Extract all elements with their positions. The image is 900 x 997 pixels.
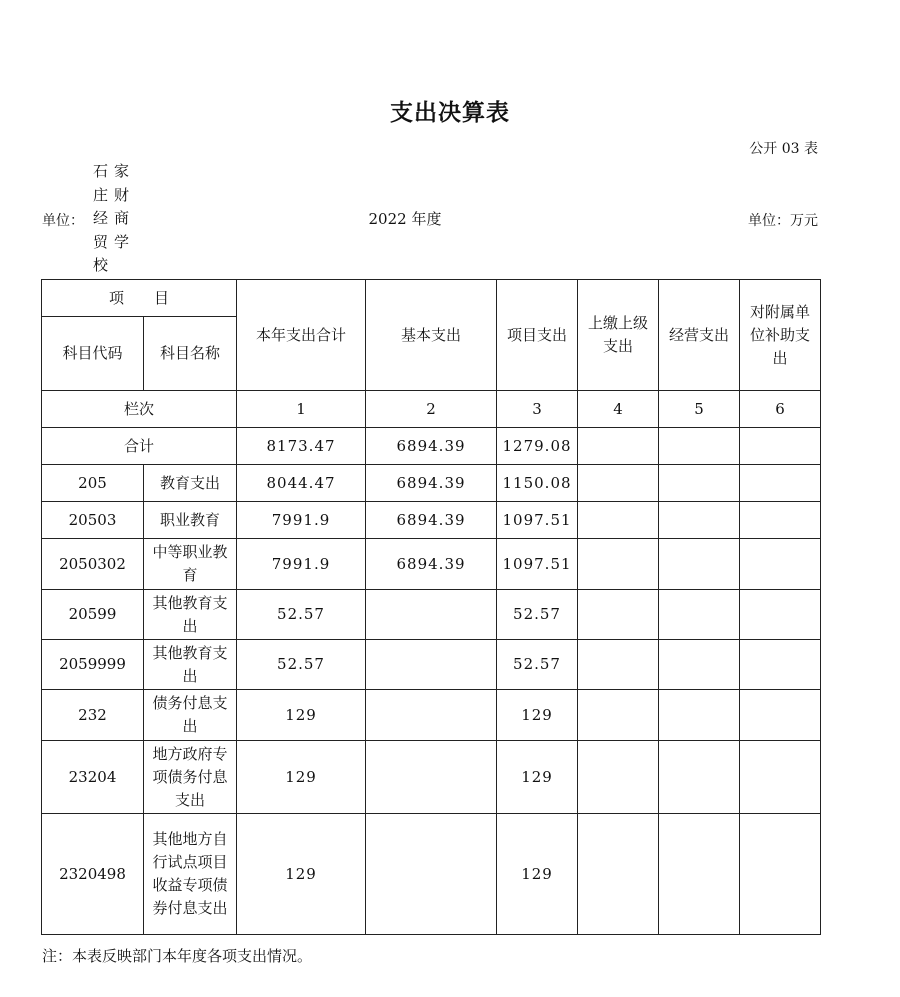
row-code: 23204 [42,741,144,814]
column-number-row [42,391,821,428]
header-name: 科目名称 [144,317,237,391]
row-subsidy [740,690,821,741]
row-project: 52.57 [497,590,578,640]
col-number: 1 [237,391,366,428]
row-business [659,814,740,935]
header-upper: 上缴上级支出 [578,280,659,391]
row-subsidy [740,539,821,590]
row-total: 129 [237,741,366,814]
sum-upper [578,428,659,465]
row-upper [578,741,659,814]
row-name: 教育支出 [144,465,237,502]
row-upper [578,465,659,502]
row-project: 1097.51 [497,539,578,590]
row-name: 其他教育支出 [144,640,237,690]
row-subsidy [740,640,821,690]
table-row [42,814,821,935]
row-basic: 6894.39 [366,465,497,502]
row-subsidy [740,465,821,502]
row-code: 20503 [42,502,144,539]
sum-basic: 6894.39 [366,428,497,465]
row-total: 7991.9 [237,502,366,539]
sum-project: 1279.08 [497,428,578,465]
row-name: 其他教育支出 [144,590,237,640]
page-title: 支出决算表 [390,99,510,126]
footnote: 注：本表反映部门本年度各项支出情况。 [42,947,313,965]
row-subsidy [740,814,821,935]
table-row [42,539,821,590]
expenditure-table [41,279,821,935]
row-basic [366,690,497,741]
col-number: 4 [578,391,659,428]
money-unit: 单位：万元 [748,213,818,229]
row-business [659,741,740,814]
unit-label: 单位： [42,213,84,229]
unit-name: 石家庄财经商贸学校 [93,162,136,274]
row-project: 1097.51 [497,502,578,539]
table-row [42,690,821,741]
report-year: 2022 年度 [368,210,442,228]
header-subsidy: 对附属单位补助支出 [740,280,821,391]
col-number: 3 [497,391,578,428]
row-business [659,690,740,741]
row-total: 129 [237,814,366,935]
row-code: 205 [42,465,144,502]
row-total: 52.57 [237,640,366,690]
row-code: 2050302 [42,539,144,590]
row-basic [366,741,497,814]
row-project: 129 [497,814,578,935]
row-total: 7991.9 [237,539,366,590]
col-number: 2 [366,391,497,428]
row-basic: 6894.39 [366,539,497,590]
row-upper [578,502,659,539]
row-name: 地方政府专项债务付息支出 [144,741,237,814]
row-upper [578,640,659,690]
row-name: 债务付息支出 [144,690,237,741]
row-total: 52.57 [237,590,366,640]
row-upper [578,690,659,741]
row-project: 52.57 [497,640,578,690]
row-basic: 6894.39 [366,502,497,539]
row-business [659,539,740,590]
row-basic [366,640,497,690]
row-code: 232 [42,690,144,741]
sum-total: 8173.47 [237,428,366,465]
header-code: 科目代码 [42,317,144,391]
row-upper [578,590,659,640]
header-total: 本年支出合计 [237,280,366,391]
table-row [42,590,821,640]
row-project: 129 [497,690,578,741]
row-business [659,502,740,539]
header-item: 项 目 [42,280,237,317]
table-row [42,502,821,539]
sum-label: 合计 [42,428,237,465]
row-total: 8044.47 [237,465,366,502]
row-name: 其他地方自行试点项目收益专项债券付息支出 [144,814,237,935]
row-code: 2320498 [42,814,144,935]
row-basic [366,814,497,935]
row-name: 中等职业教育 [144,539,237,590]
row-name: 职业教育 [144,502,237,539]
row-business [659,590,740,640]
sum-row [42,428,821,465]
header-basic: 基本支出 [366,280,497,391]
col-number: 6 [740,391,821,428]
row-project: 1150.08 [497,465,578,502]
col-label: 栏次 [42,391,237,428]
row-code: 20599 [42,590,144,640]
row-basic [366,590,497,640]
row-upper [578,814,659,935]
row-project: 129 [497,741,578,814]
col-number: 5 [659,391,740,428]
row-business [659,640,740,690]
table-row [42,640,821,690]
form-number: 公开 03 表 [749,141,818,157]
table-row [42,465,821,502]
row-code: 2059999 [42,640,144,690]
sum-subsidy [740,428,821,465]
row-business [659,465,740,502]
sum-business [659,428,740,465]
table-row [42,741,821,814]
row-subsidy [740,590,821,640]
row-subsidy [740,741,821,814]
header-project: 项目支出 [497,280,578,391]
row-total: 129 [237,690,366,741]
row-subsidy [740,502,821,539]
row-upper [578,539,659,590]
header-business: 经营支出 [659,280,740,391]
